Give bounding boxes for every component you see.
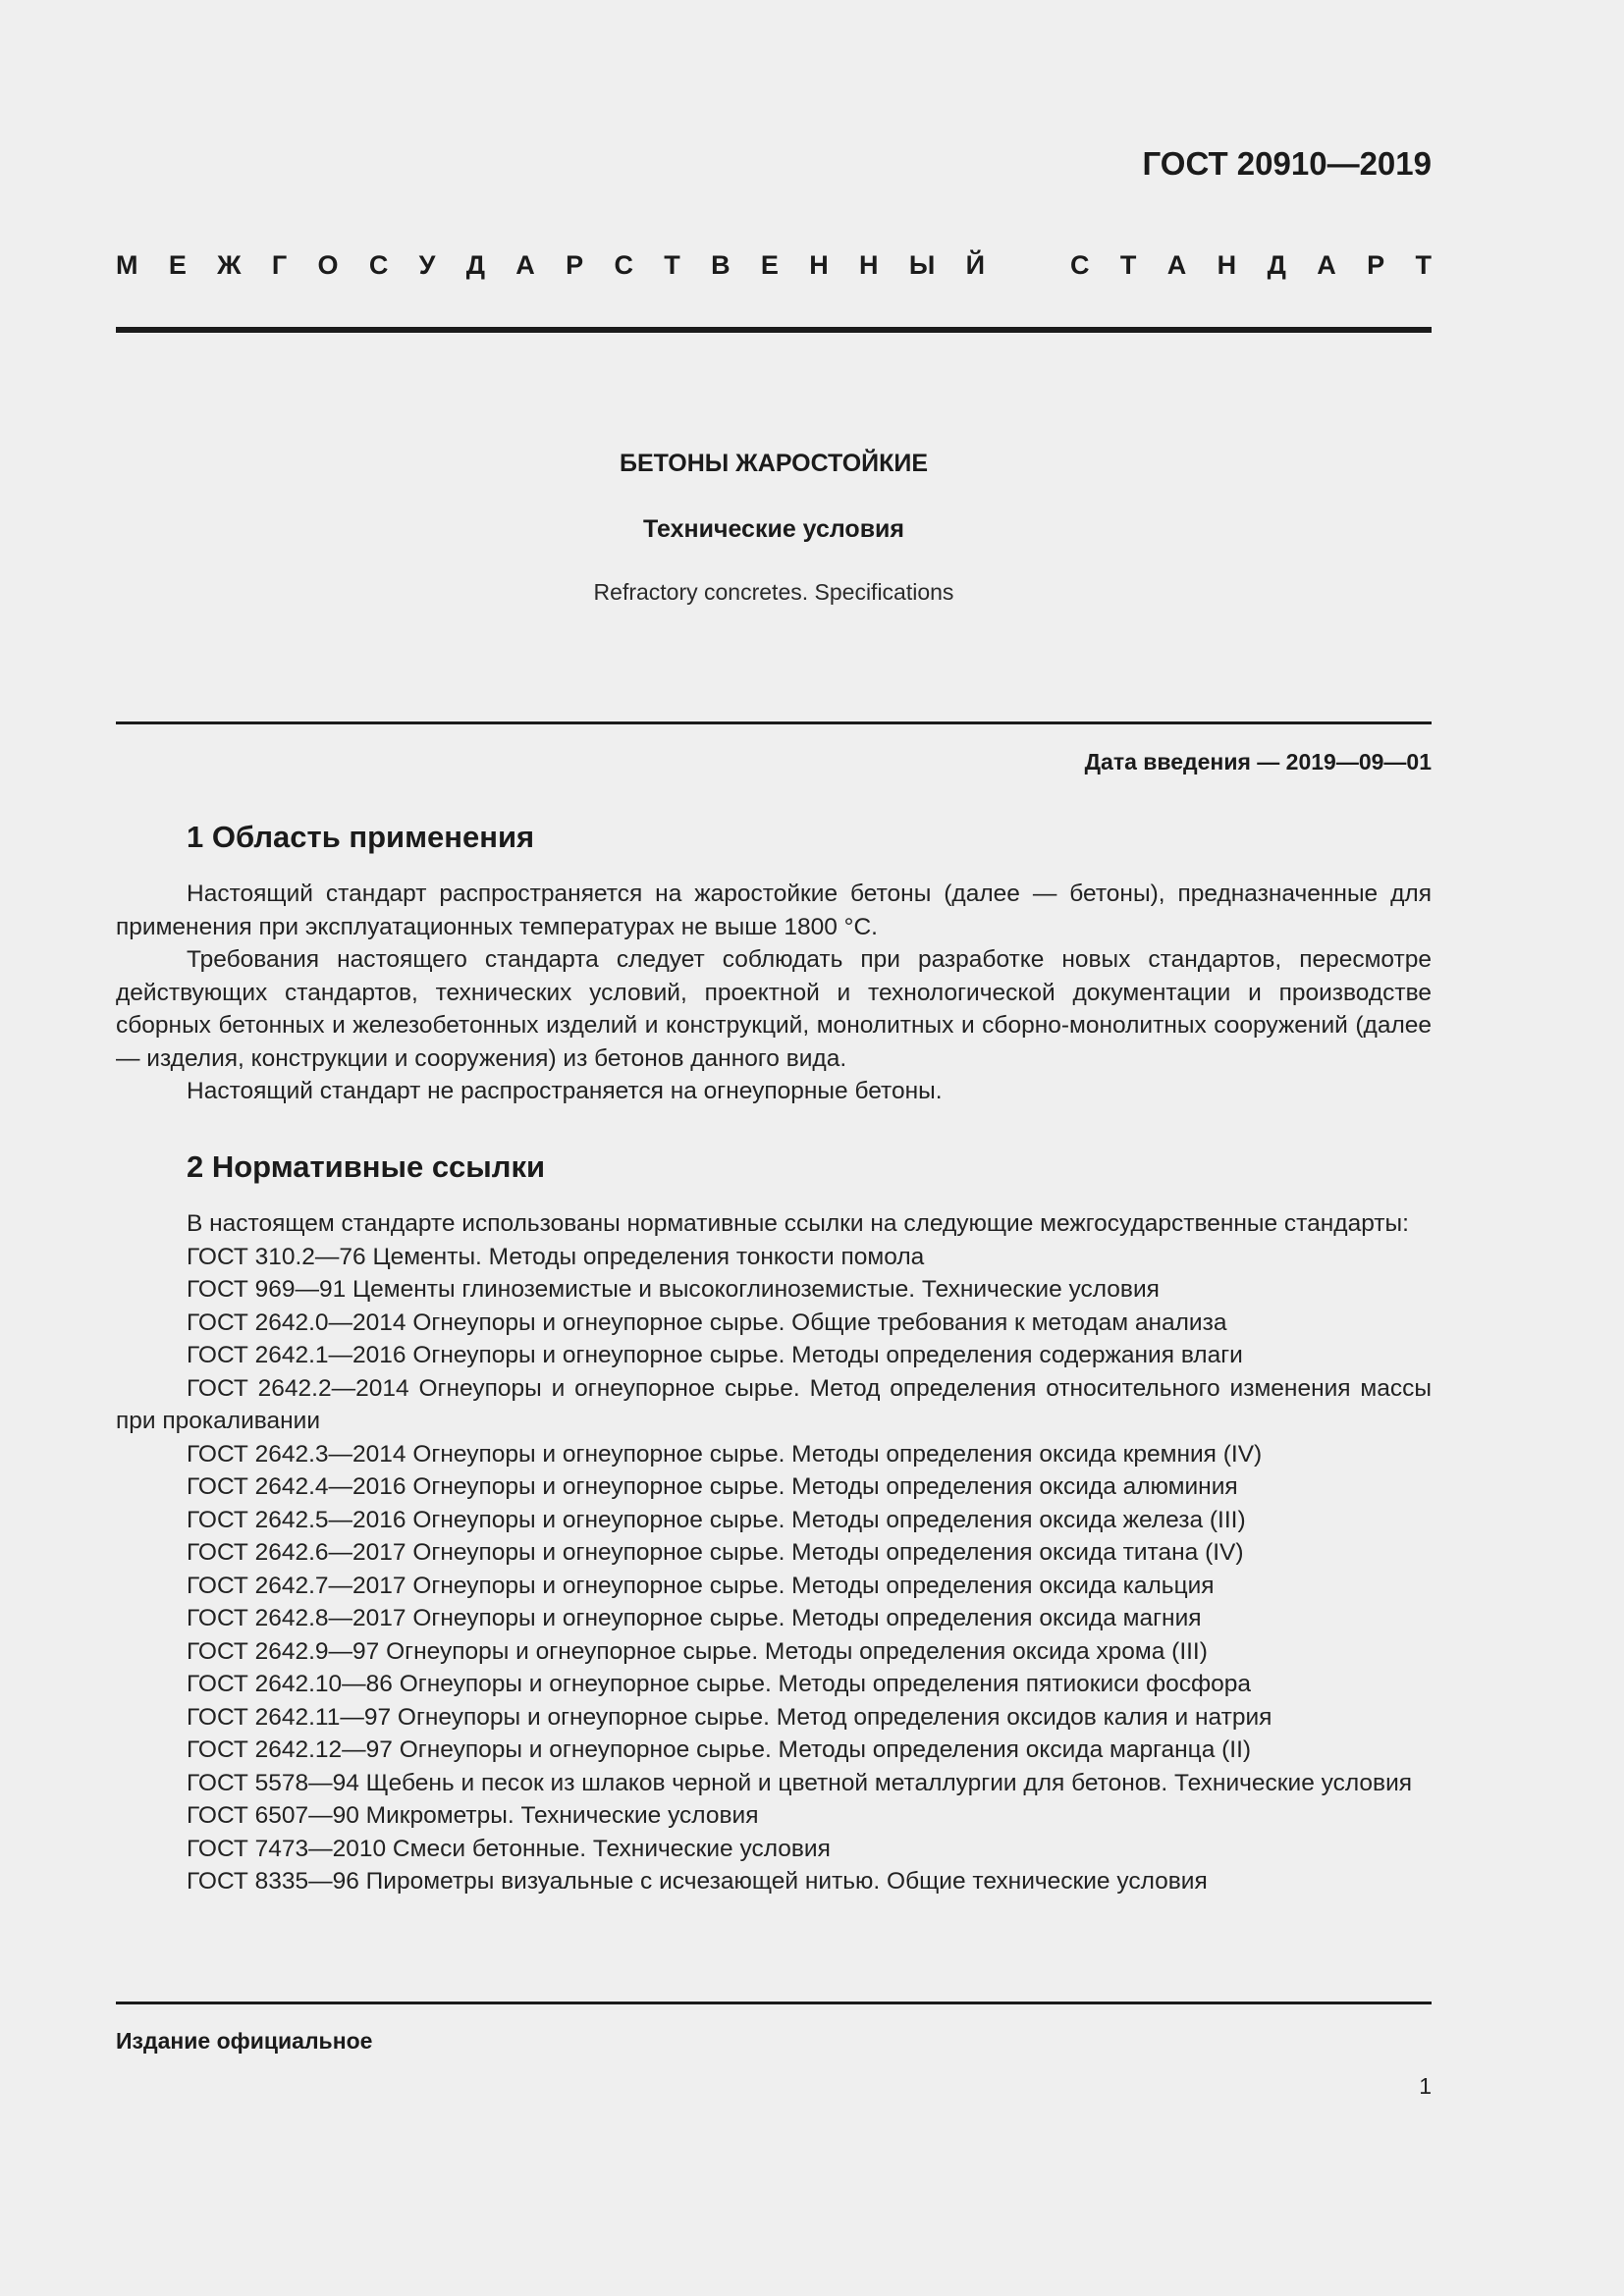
list-item: ГОСТ 8335—96 Пирометры визуальные с исчезающей нитью. Общие технические условия xyxy=(187,1868,1208,1895)
letter: А xyxy=(1166,250,1187,280)
letter: М xyxy=(116,250,138,280)
section-scope xyxy=(116,817,1432,1108)
title-divider xyxy=(116,721,1432,724)
letter: Т xyxy=(1415,250,1432,280)
letter: У xyxy=(418,250,436,280)
footer-divider xyxy=(116,2002,1432,2004)
list-item: ГОСТ 2642.6—2017 Огнеупоры и огнеупорное сырье. Методы определения оксида титана (IV) xyxy=(187,1539,1244,1566)
letter: Е xyxy=(760,250,779,280)
list-item: ГОСТ 969—91 Цементы глиноземистые и высокоглиноземистые. Технические условия xyxy=(187,1276,1160,1303)
list-item: ГОСТ 2642.9—97 Огнеупоры и огнеупорное сырье. Методы определения оксида хрома (III) xyxy=(187,1637,1208,1665)
letter: Н xyxy=(809,250,829,280)
list-item: ГОСТ 2642.12—97 Огнеупоры и огнеупорное сырье. Методы определения оксида марганца (II) xyxy=(187,1736,1252,1763)
list-item: ГОСТ 2642.10—86 Огнеупоры и огнеупорное сырье. Методы определения пятиокиси фосфора xyxy=(187,1671,1252,1697)
letter: Ж xyxy=(217,250,242,280)
letter: Г xyxy=(271,250,288,280)
list-item: ГОСТ 7473—2010 Смеси бетонные. Технические условия xyxy=(187,1835,831,1862)
list-item: ГОСТ 2642.5—2016 Огнеупоры и огнеупорное сырье. Методы определения оксида железа (III) xyxy=(187,1506,1246,1533)
reference-list xyxy=(116,1241,1432,1898)
list-item: ГОСТ 2642.4—2016 Огнеупоры и огнеупорное сырье. Методы определения оксида алюминия xyxy=(187,1473,1238,1500)
letter: Р xyxy=(566,250,584,280)
letter: Т xyxy=(1119,250,1137,280)
letter: Д xyxy=(1267,250,1286,280)
section-normative-references xyxy=(116,1147,1432,1898)
document-subtitle: Технические условия xyxy=(642,515,905,543)
letter: В xyxy=(711,250,731,280)
letter: Н xyxy=(1217,250,1237,280)
letter: С xyxy=(1070,250,1090,280)
standard-type-word-2 xyxy=(1070,250,1432,281)
paragraph: Настоящий стандарт не распространяется на огнеупорные бетоны. xyxy=(187,1078,943,1104)
letter: Н xyxy=(859,250,879,280)
paragraph: Настоящий стандарт распространяется на жаростойкие бетоны (далее — бетоны), предназначенные для применения при эксплуатационных температурах не выше 1800 °С. xyxy=(116,881,1432,940)
list-item: ГОСТ 2642.11—97 Огнеупоры и огнеупорное сырье. Метод определения оксидов калия и натрия xyxy=(187,1703,1272,1731)
letter: С xyxy=(614,250,633,280)
letter: А xyxy=(515,250,535,280)
letter: Й xyxy=(965,250,985,280)
letter: Д xyxy=(465,250,485,280)
list-item: ГОСТ 2642.0—2014 Огнеупоры и огнеупорное сырье. Общие требования к методам анализа xyxy=(187,1308,1227,1336)
list-item: ГОСТ 2642.3—2014 Огнеупоры и огнеупорное сырье. Методы определения оксида кремния (IV) xyxy=(187,1440,1263,1468)
official-edition-label: Издание официальное xyxy=(116,2028,373,2054)
document-title: БЕТОНЫ ЖАРОСТОЙКИЕ xyxy=(619,450,929,477)
list-item: ГОСТ 5578—94 Щебень и песок из шлаков черной и цветной металлургии для бетонов. Технические условия xyxy=(187,1769,1413,1796)
list-item: ГОСТ 2642.1—2016 Огнеупоры и огнеупорное сырье. Методы определения содержания влаги xyxy=(187,1342,1243,1368)
header-divider xyxy=(116,327,1432,333)
list-item: ГОСТ 6507—90 Микрометры. Технические условия xyxy=(187,1802,759,1829)
letter: Р xyxy=(1367,250,1385,280)
list-item: ГОСТ 310.2—76 Цементы. Методы определения тонкости помола xyxy=(187,1243,925,1270)
list-item: ГОСТ 2642.2—2014 Огнеупоры и огнеупорное сырье. Метод определения относительного изменения массы при прокаливании xyxy=(116,1374,1432,1434)
list-item: ГОСТ 2642.7—2017 Огнеупоры и огнеупорное сырье. Методы определения оксида кальция xyxy=(187,1572,1215,1599)
introduction-date: Дата введения — 2019—09—01 xyxy=(1084,749,1432,774)
document-page xyxy=(116,0,1432,2296)
letter: Т xyxy=(664,250,680,280)
letter: Ы xyxy=(908,250,936,280)
standard-type-heading xyxy=(116,250,1432,281)
letter: А xyxy=(1317,250,1336,280)
title-block xyxy=(116,447,1432,609)
standard-type-word-1 xyxy=(116,250,985,281)
page-number: 1 xyxy=(1419,2073,1432,2099)
document-number: ГОСТ 20910—2019 xyxy=(1142,145,1432,182)
section-heading: 1 Область применения xyxy=(187,820,535,854)
document-english-title: Refractory concretes. Specifications xyxy=(593,579,954,605)
paragraph: В настоящем стандарте использованы нормативные ссылки на следующие межгосударственные стандарты: xyxy=(187,1210,1409,1237)
letter: Е xyxy=(168,250,187,280)
section-heading: 2 Нормативные ссылки xyxy=(187,1149,546,1184)
letter: О xyxy=(317,250,339,280)
paragraph: Требования настоящего стандарта следует соблюдать при разработке новых стандартов, пересмотре действующих стандартов, технических условий, проектной и технологической документации и производстве сборных бетонных и железобетонных изделий и конструкций, монолитных и сборно-монолитных сооружений (далее — изделия, конструкции и сооружения) из бетонов данного вида. xyxy=(116,946,1432,1072)
list-item: ГОСТ 2642.8—2017 Огнеупоры и огнеупорное сырье. Методы определения оксида магния xyxy=(187,1605,1202,1631)
letter: С xyxy=(368,250,389,280)
